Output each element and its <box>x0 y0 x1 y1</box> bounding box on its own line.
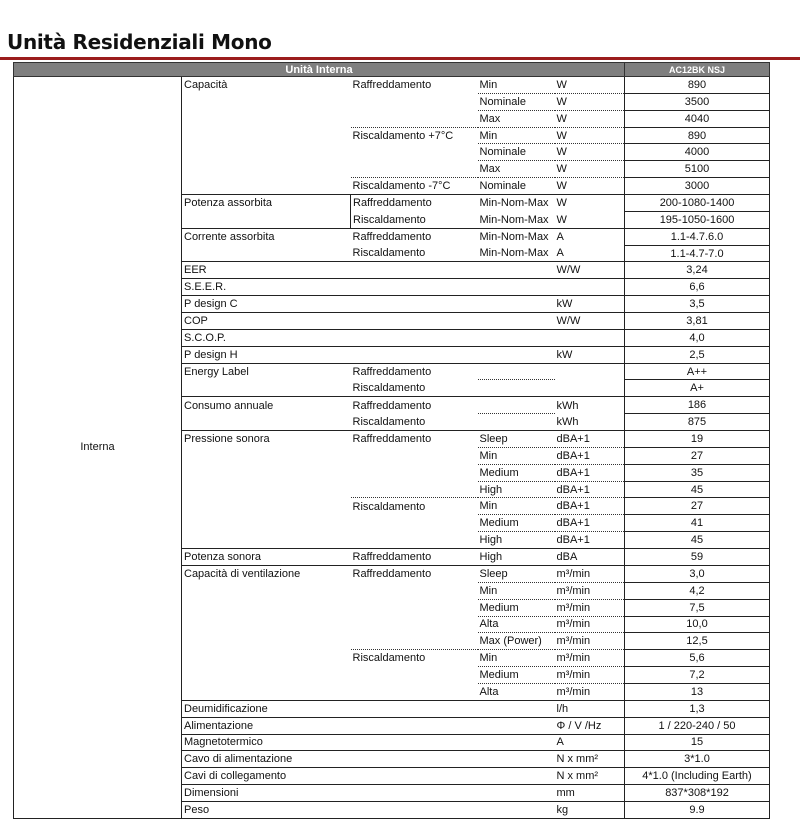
mode-cell: Raffreddamento <box>351 195 478 212</box>
mode-cell <box>351 717 478 734</box>
mode-cell <box>351 768 478 785</box>
spec-table <box>13 62 770 819</box>
value-cell: 3500 <box>625 93 770 110</box>
unit-cell: W <box>555 110 625 127</box>
level-cell: Max (Power) <box>478 633 555 650</box>
mode-cell <box>351 734 478 751</box>
spec-table-body <box>14 77 770 819</box>
unit-cell: kW <box>555 296 625 313</box>
level-cell <box>478 700 555 717</box>
value-cell: 4*1.0 (Including Earth) <box>625 768 770 785</box>
param-cell <box>182 211 351 228</box>
unit-cell: m³/min <box>555 650 625 667</box>
unit-cell: dBA+1 <box>555 532 625 549</box>
value-cell: 7,5 <box>625 599 770 616</box>
table-header-row <box>14 63 770 77</box>
param-cell: S.E.E.R. <box>182 279 351 296</box>
value-cell: 1 / 220-240 / 50 <box>625 717 770 734</box>
param-cell <box>182 178 351 195</box>
level-cell: Max <box>478 161 555 178</box>
unit-cell: dBA+1 <box>555 464 625 481</box>
level-cell: High <box>478 549 555 566</box>
value-cell: 3,5 <box>625 296 770 313</box>
value-cell: 27 <box>625 498 770 515</box>
value-cell: 13 <box>625 683 770 700</box>
unit-cell: W <box>555 144 625 161</box>
level-cell <box>478 801 555 818</box>
level-cell: Alta <box>478 683 555 700</box>
value-cell: 5,6 <box>625 650 770 667</box>
mode-cell: Raffreddamento <box>351 77 478 94</box>
param-cell: Pressione sonora <box>182 431 351 448</box>
unit-cell: dBA+1 <box>555 498 625 515</box>
mode-cell <box>351 582 478 599</box>
param-cell <box>182 532 351 549</box>
level-cell: Max <box>478 110 555 127</box>
param-cell: Dimensioni <box>182 785 351 802</box>
value-cell: 1.1-4.7.6.0 <box>625 228 770 245</box>
value-cell: 3*1.0 <box>625 751 770 768</box>
param-cell: Magnetotermico <box>182 734 351 751</box>
unit-cell: dBA+1 <box>555 481 625 498</box>
param-cell: EER <box>182 262 351 279</box>
param-cell <box>182 515 351 532</box>
value-cell: 5100 <box>625 161 770 178</box>
level-cell <box>478 279 555 296</box>
value-cell: 10,0 <box>625 616 770 633</box>
value-cell: 875 <box>625 414 770 431</box>
unit-cell: W <box>556 213 567 226</box>
level-cell: Min-Nom-Max <box>478 195 555 212</box>
param-cell <box>182 93 351 110</box>
value-cell: 15 <box>625 734 770 751</box>
mode-cell <box>351 785 478 802</box>
param-cell <box>182 464 351 481</box>
value-cell: 9.9 <box>625 801 770 818</box>
level-cell <box>478 296 555 313</box>
value-cell: 2,5 <box>625 346 770 363</box>
mode-cell: Raffreddamento <box>351 228 478 245</box>
unit-cell: W <box>555 161 625 178</box>
unit-cell: A <box>556 247 564 260</box>
value-cell: 3,24 <box>625 262 770 279</box>
unit-cell: W <box>555 178 625 195</box>
param-cell <box>182 161 351 178</box>
value-cell: 12,5 <box>625 633 770 650</box>
level-cell: Medium <box>478 599 555 616</box>
param-cell: Deumidificazione <box>182 700 351 717</box>
value-cell: 200-1080-1400 <box>625 195 770 212</box>
param-cell: Cavi di collegamento <box>182 768 351 785</box>
level-cell: Min <box>478 77 555 94</box>
mode-cell <box>351 599 478 616</box>
unit-cell: dBA+1 <box>555 515 625 532</box>
level-cell <box>478 785 555 802</box>
unit-cell: W <box>555 77 625 94</box>
mode-cell: Raffreddamento <box>351 397 478 414</box>
level-cell: Medium <box>478 464 555 481</box>
unit-cell: m³/min <box>555 633 625 650</box>
param-cell <box>182 633 351 650</box>
table-row <box>14 77 770 94</box>
mode-cell: Riscaldamento -7°C <box>351 178 478 195</box>
level-cell: Medium <box>478 667 555 684</box>
mode-cell <box>351 515 478 532</box>
value-cell: 6,6 <box>625 279 770 296</box>
value-cell: 1,3 <box>625 700 770 717</box>
param-cell <box>182 667 351 684</box>
unit-type-label: Interna <box>14 77 182 819</box>
level-cell: High <box>478 532 555 549</box>
mode-cell <box>351 279 478 296</box>
unit-cell: A <box>555 734 625 751</box>
param-cell <box>182 447 351 464</box>
param-cell: COP <box>182 313 351 330</box>
param-cell <box>182 481 351 498</box>
unit-cell: m³/min <box>555 683 625 700</box>
mode-cell <box>351 110 478 127</box>
unit-cell <box>555 329 625 346</box>
page-title: Unità Residenziali Mono <box>7 30 272 54</box>
mode-cell <box>351 616 478 633</box>
unit-cell: m³/min <box>555 599 625 616</box>
param-cell <box>182 144 351 161</box>
unit-cell: W <box>555 195 625 212</box>
param-cell: Alimentazione <box>182 717 351 734</box>
unit-cell: m³/min <box>555 667 625 684</box>
value-cell: 195-1050-1600 <box>625 211 770 228</box>
param-cell: Consumo annuale <box>182 397 351 414</box>
value-cell: 890 <box>625 127 770 144</box>
unit-cell: l/h <box>555 700 625 717</box>
level-cell: Min-Nom-Max <box>479 247 549 260</box>
level-cell <box>478 329 555 346</box>
mode-cell <box>351 296 478 313</box>
level-cell: Min <box>478 447 555 464</box>
unit-cell: kg <box>555 801 625 818</box>
mode-cell <box>351 346 478 363</box>
param-cell <box>182 127 351 144</box>
level-cell: Alta <box>478 616 555 633</box>
unit-cell: dBA <box>555 549 625 566</box>
unit-cell <box>555 380 625 397</box>
param-cell: Capacità <box>182 77 351 94</box>
level-cell <box>478 717 555 734</box>
mode-cell: Riscaldamento <box>351 211 478 228</box>
level-cell <box>478 734 555 751</box>
mode-cell <box>351 700 478 717</box>
value-cell: 3000 <box>625 178 770 195</box>
level-cell: Sleep <box>478 565 555 582</box>
param-cell: Potenza sonora <box>182 549 351 566</box>
unit-cell: m³/min <box>555 616 625 633</box>
unit-cell <box>555 279 625 296</box>
mode-cell: Riscaldamento <box>351 650 478 667</box>
level-cell <box>478 380 555 397</box>
mode-cell <box>351 144 478 161</box>
value-cell: A+ <box>625 380 770 397</box>
value-cell: 27 <box>625 447 770 464</box>
level-cell: Min <box>478 650 555 667</box>
param-cell <box>182 599 351 616</box>
mode-cell: Riscaldamento <box>352 415 426 428</box>
unit-cell: N x mm² <box>555 768 625 785</box>
level-cell: Min-Nom-Max <box>479 213 549 226</box>
mode-cell <box>351 313 478 330</box>
unit-cell: dBA+1 <box>555 431 625 448</box>
mode-cell <box>351 329 478 346</box>
mode-cell <box>351 447 478 464</box>
value-cell: 186 <box>625 397 770 414</box>
value-cell: 4040 <box>625 110 770 127</box>
param-cell: Peso <box>182 801 351 818</box>
param-cell <box>182 245 351 262</box>
param-cell <box>182 582 351 599</box>
mode-cell <box>351 683 478 700</box>
mode-cell: Raffreddamento <box>351 431 478 448</box>
value-cell: 3,81 <box>625 313 770 330</box>
mode-cell <box>351 532 478 549</box>
unit-cell <box>555 363 625 380</box>
unit-cell: m³/min <box>555 582 625 599</box>
param-cell <box>182 683 351 700</box>
unit-cell: kWh <box>555 397 625 414</box>
param-cell <box>182 110 351 127</box>
level-cell: Nominale <box>478 93 555 110</box>
level-cell <box>478 262 555 279</box>
level-cell <box>478 313 555 330</box>
value-cell: 4000 <box>625 144 770 161</box>
level-cell <box>478 397 555 414</box>
level-cell <box>478 414 555 431</box>
value-cell: 4,0 <box>625 329 770 346</box>
value-cell: 7,2 <box>625 667 770 684</box>
level-cell: Min <box>478 582 555 599</box>
param-cell: P design H <box>182 346 351 363</box>
level-cell: Min <box>478 127 555 144</box>
param-cell <box>182 650 351 667</box>
param-cell: Energy Label <box>182 363 351 380</box>
mode-cell <box>351 481 478 498</box>
level-cell: Sleep <box>478 431 555 448</box>
level-cell <box>478 363 555 380</box>
level-cell: Min-Nom-Max <box>478 228 555 245</box>
unit-cell: dBA+1 <box>555 447 625 464</box>
level-cell: Nominale <box>478 178 555 195</box>
param-cell <box>182 414 351 431</box>
mode-cell <box>351 633 478 650</box>
param-cell: Capacità di ventilazione <box>182 565 351 582</box>
value-cell: 41 <box>625 515 770 532</box>
unit-cell: Φ / V /Hz <box>555 717 625 734</box>
mode-cell: Riscaldamento <box>351 498 478 515</box>
mode-cell: Riscaldamento <box>352 247 426 260</box>
section-header: Unità Interna <box>14 63 625 77</box>
param-cell: Potenza assorbita <box>182 195 351 212</box>
unit-cell: W/W <box>555 313 625 330</box>
mode-cell: Raffreddamento <box>351 565 478 582</box>
value-cell: 19 <box>625 431 770 448</box>
value-cell: 35 <box>625 464 770 481</box>
param-cell: Cavo di alimentazione <box>182 751 351 768</box>
mode-cell <box>351 751 478 768</box>
mode-cell: Riscaldamento <box>352 382 426 395</box>
model-header: AC12BK NSJ <box>625 63 770 77</box>
param-cell <box>182 380 351 397</box>
level-cell: Medium <box>478 515 555 532</box>
value-cell: 890 <box>625 77 770 94</box>
param-cell: P design C <box>182 296 351 313</box>
mode-cell <box>351 93 478 110</box>
title-underline <box>0 57 800 60</box>
level-cell: Min <box>478 498 555 515</box>
unit-cell: mm <box>555 785 625 802</box>
value-cell: 4,2 <box>625 582 770 599</box>
level-cell <box>478 768 555 785</box>
unit-cell: kW <box>555 346 625 363</box>
unit-cell: W <box>555 127 625 144</box>
level-cell <box>478 751 555 768</box>
unit-cell: W/W <box>555 262 625 279</box>
unit-cell: A <box>555 228 625 245</box>
unit-cell: N x mm² <box>555 751 625 768</box>
value-cell: 59 <box>625 549 770 566</box>
mode-cell: Raffreddamento <box>351 363 478 380</box>
mode-cell <box>351 464 478 481</box>
unit-cell: W <box>555 93 625 110</box>
value-cell: A++ <box>625 363 770 380</box>
unit-cell: kWh <box>556 415 579 428</box>
unit-cell: m³/min <box>555 565 625 582</box>
mode-cell <box>351 801 478 818</box>
param-cell: Corrente assorbita <box>182 228 351 245</box>
value-cell: 45 <box>625 481 770 498</box>
level-cell: High <box>478 481 555 498</box>
mode-cell: Raffreddamento <box>351 549 478 566</box>
param-cell <box>182 498 351 515</box>
level-cell: Nominale <box>478 144 555 161</box>
value-cell: 45 <box>625 532 770 549</box>
param-cell: S.C.O.P. <box>182 329 351 346</box>
mode-cell: Riscaldamento +7°C <box>351 127 478 144</box>
param-cell <box>182 616 351 633</box>
mode-cell <box>351 667 478 684</box>
mode-cell <box>351 262 478 279</box>
value-cell: 1.1-4.7-7.0 <box>625 245 770 262</box>
level-cell <box>478 346 555 363</box>
value-cell: 837*308*192 <box>625 785 770 802</box>
mode-cell <box>351 161 478 178</box>
value-cell: 3,0 <box>625 565 770 582</box>
